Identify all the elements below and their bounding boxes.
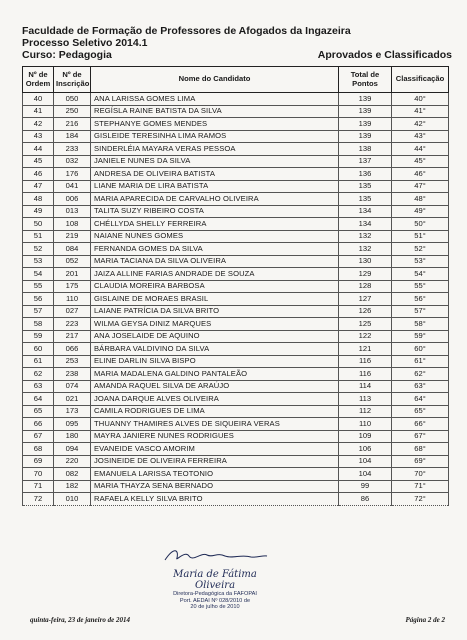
candidate-name-cell: CHÉLLYDA SHELLY FERREIRA [91, 218, 339, 231]
points-cell: 134 [339, 218, 392, 231]
order-cell: 55 [23, 280, 54, 293]
order-cell: 66 [23, 418, 54, 431]
inscription-cell: 201 [54, 268, 91, 281]
table-row [23, 193, 449, 206]
inscription-cell: 175 [54, 280, 91, 293]
inscription-cell: 182 [54, 480, 91, 493]
classification-cell: 69° [392, 455, 449, 468]
points-cell: 116 [339, 355, 392, 368]
document-header [22, 25, 452, 61]
candidate-name-cell: BÁRBARA VALDIVINO DA SILVA [91, 343, 339, 356]
candidate-name-cell: ANA LARISSA GOMES LIMA [91, 93, 339, 106]
points-cell: 139 [339, 105, 392, 118]
table-row [23, 130, 449, 143]
points-cell: 104 [339, 468, 392, 481]
classification-cell: 71° [392, 480, 449, 493]
points-cell: 109 [339, 430, 392, 443]
inscription-cell: 082 [54, 468, 91, 481]
classification-cell: 60° [392, 343, 449, 356]
classification-cell: 41° [392, 105, 449, 118]
order-cell: 53 [23, 255, 54, 268]
candidate-name-cell: ANA JOSELAIDE DE AQUINO [91, 330, 339, 343]
classification-cell: 68° [392, 443, 449, 456]
table-row [23, 480, 449, 493]
table-row [23, 255, 449, 268]
inscription-cell: 084 [54, 243, 91, 256]
inscription-cell: 074 [54, 380, 91, 393]
inscription-cell: 013 [54, 205, 91, 218]
inscription-cell: 250 [54, 105, 91, 118]
inscription-cell: 220 [54, 455, 91, 468]
order-cell: 58 [23, 318, 54, 331]
classification-cell: 66° [392, 418, 449, 431]
classification-cell: 59° [392, 330, 449, 343]
inscription-cell: 110 [54, 293, 91, 306]
order-cell: 43 [23, 130, 54, 143]
candidate-name-cell: CLAUDIA MOREIRA BARBOSA [91, 280, 339, 293]
column-header-classification: Classificação [392, 67, 449, 93]
inscription-cell: 041 [54, 180, 91, 193]
inscription-cell: 180 [54, 430, 91, 443]
order-cell: 64 [23, 393, 54, 406]
course-title: Curso: Pedagogia [22, 49, 112, 61]
table-row [23, 118, 449, 131]
classification-cell: 70° [392, 468, 449, 481]
table-row [23, 455, 449, 468]
table-row [23, 405, 449, 418]
signature-role: Diretora-Pedagógica da FAFOPAI [173, 591, 257, 597]
column-header-name: Nome do Candidato [91, 67, 339, 93]
table-row [23, 205, 449, 218]
table-row [23, 418, 449, 431]
candidate-name-cell: AMANDA RAQUEL SILVA DE ARAÚJO [91, 380, 339, 393]
classification-cell: 46° [392, 168, 449, 181]
points-cell: 132 [339, 243, 392, 256]
inscription-cell: 173 [54, 405, 91, 418]
candidate-name-cell: GISLAINE DE MORAES BRASIL [91, 293, 339, 306]
inscription-cell: 108 [54, 218, 91, 231]
table-row [23, 355, 449, 368]
inscription-cell: 032 [54, 155, 91, 168]
order-cell: 41 [23, 105, 54, 118]
inscription-cell: 006 [54, 193, 91, 206]
order-cell: 40 [23, 93, 54, 106]
points-cell: 135 [339, 193, 392, 206]
candidate-name-cell: LAIANE PATRÍCIA DA SILVA BRITO [91, 305, 339, 318]
candidate-name-cell: REGÍSLA RAINE BATISTA DA SILVA [91, 105, 339, 118]
candidate-name-cell: RAFAELA KELLY SILVA BRITO [91, 493, 339, 506]
points-cell: 113 [339, 393, 392, 406]
signature-date: 20 de julho de 2010 [190, 604, 240, 610]
table-row [23, 180, 449, 193]
points-cell: 106 [339, 443, 392, 456]
inscription-cell: 238 [54, 368, 91, 381]
points-cell: 116 [339, 368, 392, 381]
institution-title: Faculdade de Formação de Professores de Afogados da Ingazeira [22, 25, 351, 37]
signature-name: Maria de Fátima Oliveira [173, 569, 257, 591]
table-row [23, 168, 449, 181]
inscription-cell: 216 [54, 118, 91, 131]
points-cell: 135 [339, 180, 392, 193]
page-number: Página 2 de 2 [405, 616, 445, 624]
inscription-cell: 027 [54, 305, 91, 318]
order-cell: 51 [23, 230, 54, 243]
points-cell: 139 [339, 93, 392, 106]
table-row [23, 230, 449, 243]
candidate-name-cell: MARIA THAYZA SENA BERNADO [91, 480, 339, 493]
points-cell: 132 [339, 230, 392, 243]
inscription-cell: 095 [54, 418, 91, 431]
inscription-cell: 223 [54, 318, 91, 331]
candidate-name-cell: TALITA SUZY RIBEIRO COSTA [91, 205, 339, 218]
order-cell: 61 [23, 355, 54, 368]
signature-block [155, 546, 275, 611]
table-row [23, 143, 449, 156]
table-row [23, 468, 449, 481]
inscription-cell: 233 [54, 143, 91, 156]
candidate-name-cell: JOANA DARQUE ALVES OLIVEIRA [91, 393, 339, 406]
candidate-name-cell: MARIA TACIANA DA SILVA OLIVEIRA [91, 255, 339, 268]
order-cell: 42 [23, 118, 54, 131]
classification-cell: 48° [392, 193, 449, 206]
order-cell: 57 [23, 305, 54, 318]
classification-cell: 44° [392, 143, 449, 156]
points-cell: 137 [339, 155, 392, 168]
inscription-cell: 094 [54, 443, 91, 456]
footer-date: quinta-feira, 23 de janeiro de 2014 [30, 616, 130, 624]
order-cell: 59 [23, 330, 54, 343]
order-cell: 46 [23, 168, 54, 181]
candidate-name-cell: ANDRESA DE OLIVEIRA BATISTA [91, 168, 339, 181]
points-cell: 125 [339, 318, 392, 331]
classification-cell: 56° [392, 293, 449, 306]
order-cell: 47 [23, 180, 54, 193]
candidate-name-cell: LIANE MARIA DE LIRA BATISTA [91, 180, 339, 193]
classification-cell: 43° [392, 130, 449, 143]
candidate-name-cell: CAMILA RODRIGUES DE LIMA [91, 405, 339, 418]
classification-cell: 64° [392, 393, 449, 406]
order-cell: 72 [23, 493, 54, 506]
order-cell: 60 [23, 343, 54, 356]
order-cell: 49 [23, 205, 54, 218]
candidate-name-cell: MARIA MADALENA GALDINO PANTALEÃO [91, 368, 339, 381]
points-cell: 121 [339, 343, 392, 356]
column-header-points: Total de Pontos [339, 67, 392, 93]
classification-cell: 49° [392, 205, 449, 218]
points-cell: 86 [339, 493, 392, 506]
candidate-name-cell: NAIANE NUNES GOMES [91, 230, 339, 243]
classification-cell: 72° [392, 493, 449, 506]
points-cell: 139 [339, 130, 392, 143]
inscription-cell: 176 [54, 168, 91, 181]
table-row [23, 155, 449, 168]
classification-cell: 65° [392, 405, 449, 418]
points-cell: 136 [339, 168, 392, 181]
table-row [23, 318, 449, 331]
candidate-name-cell: ELINE DARLIN SILVA BISPO [91, 355, 339, 368]
process-title: Processo Seletivo 2014.1 [22, 37, 148, 49]
classification-cell: 40° [392, 93, 449, 106]
order-cell: 54 [23, 268, 54, 281]
candidate-name-cell: EMANUELA LARISSA TEOTONIO [91, 468, 339, 481]
inscription-cell: 253 [54, 355, 91, 368]
inscription-cell: 021 [54, 393, 91, 406]
inscription-cell: 184 [54, 130, 91, 143]
classification-cell: 63° [392, 380, 449, 393]
table-row [23, 305, 449, 318]
table-row [23, 105, 449, 118]
classification-cell: 52° [392, 243, 449, 256]
points-cell: 130 [339, 255, 392, 268]
points-cell: 138 [339, 143, 392, 156]
points-cell: 129 [339, 268, 392, 281]
points-cell: 112 [339, 405, 392, 418]
order-cell: 45 [23, 155, 54, 168]
points-cell: 114 [339, 380, 392, 393]
order-cell: 52 [23, 243, 54, 256]
signature-decree: Port. AEDAI Nº 028/2010 de [179, 597, 251, 604]
table-row [23, 280, 449, 293]
inscription-cell: 050 [54, 93, 91, 106]
table-row [23, 493, 449, 506]
points-cell: 134 [339, 205, 392, 218]
classification-cell: 57° [392, 305, 449, 318]
candidate-name-cell: JOSINEIDE DE OLIVEIRA FERREIRA [91, 455, 339, 468]
points-cell: 110 [339, 418, 392, 431]
column-header-order: Nº de Ordem [23, 67, 54, 93]
candidate-name-cell: WILMA GEYSA DINIZ MARQUES [91, 318, 339, 331]
candidates-table [22, 66, 449, 506]
candidate-name-cell: GISLEIDE TERESINHA LIMA RAMOS [91, 130, 339, 143]
table-row [23, 268, 449, 281]
order-cell: 48 [23, 193, 54, 206]
order-cell: 67 [23, 430, 54, 443]
candidate-name-cell: EVANEIDE VASCO AMORIM [91, 443, 339, 456]
table-row [23, 368, 449, 381]
table-row [23, 93, 449, 106]
table-row [23, 380, 449, 393]
classification-cell: 62° [392, 368, 449, 381]
inscription-cell: 219 [54, 230, 91, 243]
points-cell: 104 [339, 455, 392, 468]
classification-cell: 54° [392, 268, 449, 281]
handwritten-signature [155, 546, 275, 564]
candidate-name-cell: MARIA APARECIDA DE CARVALHO OLIVEIRA [91, 193, 339, 206]
order-cell: 65 [23, 405, 54, 418]
candidate-name-cell: MAYRA JANIERE NUNES RODRIGUES [91, 430, 339, 443]
classification-cell: 58° [392, 318, 449, 331]
classification-cell: 51° [392, 230, 449, 243]
order-cell: 50 [23, 218, 54, 231]
table-row [23, 330, 449, 343]
table-row [23, 393, 449, 406]
points-cell: 128 [339, 280, 392, 293]
classification-cell: 61° [392, 355, 449, 368]
table-row [23, 243, 449, 256]
classification-cell: 55° [392, 280, 449, 293]
table-row [23, 218, 449, 231]
order-cell: 44 [23, 143, 54, 156]
order-cell: 62 [23, 368, 54, 381]
table-row [23, 443, 449, 456]
candidate-name-cell: JANIELE NUNES DA SILVA [91, 155, 339, 168]
points-cell: 99 [339, 480, 392, 493]
candidate-name-cell: FERNANDA GOMES DA SILVA [91, 243, 339, 256]
inscription-cell: 052 [54, 255, 91, 268]
points-cell: 122 [339, 330, 392, 343]
table-row [23, 343, 449, 356]
inscription-cell: 217 [54, 330, 91, 343]
candidate-name-cell: SINDERLÉIA MAYARA VERAS PESSOA [91, 143, 339, 156]
points-cell: 127 [339, 293, 392, 306]
order-cell: 71 [23, 480, 54, 493]
inscription-cell: 010 [54, 493, 91, 506]
order-cell: 69 [23, 455, 54, 468]
order-cell: 70 [23, 468, 54, 481]
points-cell: 126 [339, 305, 392, 318]
order-cell: 68 [23, 443, 54, 456]
classification-cell: 45° [392, 155, 449, 168]
table-row [23, 430, 449, 443]
classification-cell: 67° [392, 430, 449, 443]
candidate-name-cell: THUANNY THAMIRES ALVES DE SIQUEIRA VERAS [91, 418, 339, 431]
classification-cell: 47° [392, 180, 449, 193]
classification-cell: 42° [392, 118, 449, 131]
status-title: Aprovados e Classificados [317, 49, 452, 61]
order-cell: 56 [23, 293, 54, 306]
order-cell: 63 [23, 380, 54, 393]
candidate-name-cell: STEPHANYE GOMES MENDES [91, 118, 339, 131]
candidate-name-cell: JAIZA ALLINE FARIAS ANDRADE DE SOUZA [91, 268, 339, 281]
points-cell: 139 [339, 118, 392, 131]
inscription-cell: 066 [54, 343, 91, 356]
table-header-row [23, 67, 449, 93]
classification-cell: 50° [392, 218, 449, 231]
classification-cell: 53° [392, 255, 449, 268]
table-row [23, 293, 449, 306]
column-header-inscription: Nº de Inscrição [54, 67, 91, 93]
